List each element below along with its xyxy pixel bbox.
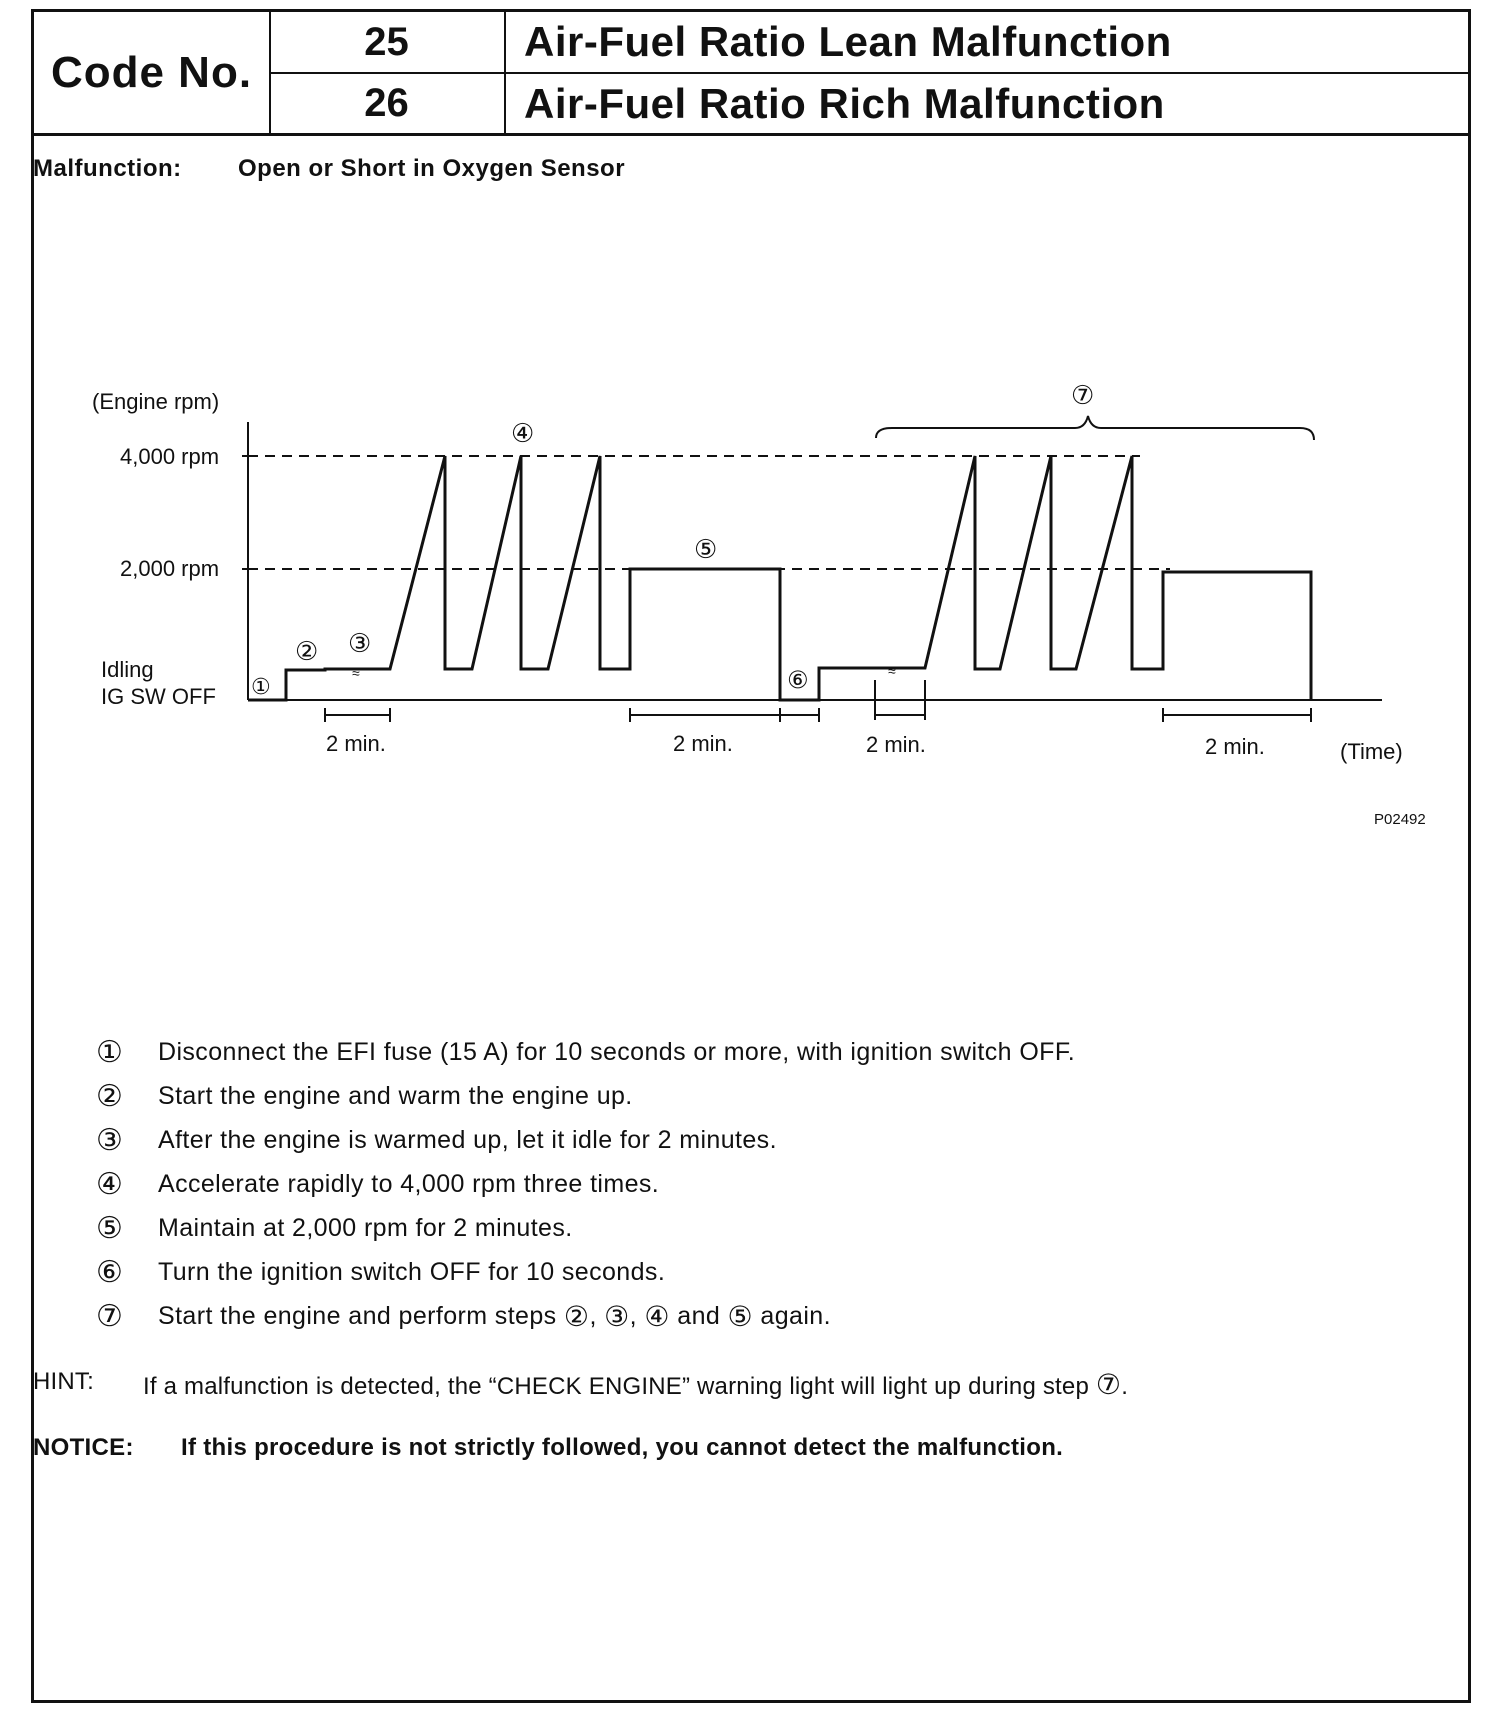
figure-id: P02492 — [1374, 811, 1426, 828]
notice-label: NOTICE: — [33, 1434, 134, 1461]
step-text: , — [629, 1301, 638, 1330]
step-text: , — [589, 1301, 597, 1330]
step-item — [96, 1294, 1075, 1338]
step-marker: ④ — [511, 418, 535, 448]
step-ref: ④ — [644, 1300, 670, 1332]
step-number: ③ — [96, 1123, 124, 1157]
duration-label: 2 min. — [866, 732, 926, 757]
level-label: Idling — [101, 657, 154, 682]
step-number: ② — [96, 1079, 124, 1113]
step-ref: ⑦ — [1095, 1369, 1122, 1400]
level-label: IG SW OFF — [101, 684, 216, 709]
code-title: Air-Fuel Ratio Lean Malfunction — [524, 18, 1172, 65]
step-marker: ① — [251, 674, 271, 699]
step-text: Accelerate rapidly to 4,000 rpm three times. — [158, 1169, 660, 1198]
code-label: Code No. — [34, 12, 271, 133]
step-ref: ⑤ — [727, 1300, 754, 1332]
step-marker: ⑥ — [787, 667, 809, 694]
step-number: ⑥ — [96, 1255, 124, 1289]
malfunction-label: Malfunction: — [33, 155, 182, 182]
notice-text: If this procedure is not strictly followed, you cannot detect the malfunction. — [181, 1434, 1064, 1461]
code-number: 25 — [269, 12, 506, 72]
step-marker: ② — [295, 636, 319, 666]
hint-label: HINT: — [33, 1368, 94, 1395]
step-marker: ③ — [348, 628, 372, 658]
step-list — [96, 1030, 1075, 1338]
step-number: ⑤ — [96, 1211, 124, 1245]
rpm-trace — [248, 456, 1311, 700]
step-number: ① — [96, 1035, 124, 1069]
level-label: 4,000 rpm — [120, 444, 220, 469]
step-text: Start the engine and warm the engine up. — [158, 1081, 633, 1110]
x-axis-label: (Time) — [1340, 739, 1403, 764]
break-mark: ≈ — [352, 665, 360, 681]
break-mark: ≈ — [888, 663, 896, 679]
hint-text: If a malfunction is detected, the “CHECK ENGINE” warning light will light up during step — [143, 1373, 1090, 1400]
step-item — [96, 1162, 1075, 1206]
step-marker: ⑤ — [694, 534, 718, 564]
step-item — [96, 1206, 1075, 1250]
step-text: Turn the ignition switch OFF for 10 seconds. — [158, 1257, 666, 1286]
step-text: Disconnect the EFI fuse (15 A) for 10 seconds or more, with ignition switch OFF. — [158, 1037, 1076, 1066]
hint-end: . — [1121, 1373, 1129, 1400]
step-item — [96, 1250, 1075, 1294]
step-text: Maintain at 2,000 rpm for 2 minutes. — [158, 1213, 573, 1242]
duration-label: 2 min. — [326, 731, 386, 756]
code-number: 26 — [269, 74, 506, 133]
step-marker: ⑦ — [1071, 380, 1095, 410]
step-text: After the engine is warmed up, let it idle for 2 minutes. — [158, 1125, 777, 1154]
step7-brace — [876, 416, 1314, 440]
code-title: Air-Fuel Ratio Rich Malfunction — [524, 79, 1165, 127]
level-label: 2,000 rpm — [120, 556, 220, 581]
hint-line — [33, 1368, 1128, 1401]
step-item — [96, 1118, 1075, 1162]
step-number: ④ — [96, 1167, 124, 1201]
step-number: ⑦ — [96, 1299, 124, 1333]
step-text: and — [677, 1301, 721, 1330]
duration-label: 2 min. — [1205, 734, 1265, 759]
step-ref: ② — [563, 1300, 590, 1332]
notice-line — [33, 1434, 1063, 1462]
malfunction-text: Open or Short in Oxygen Sensor — [238, 155, 626, 182]
y-axis-label: (Engine rpm) — [92, 389, 220, 414]
step-item — [96, 1074, 1075, 1118]
step-text: again. — [760, 1301, 831, 1330]
duration-label: 2 min. — [673, 731, 733, 756]
step-text: Start the engine and perform steps — [158, 1301, 557, 1330]
step-item — [96, 1030, 1075, 1074]
step-ref: ③ — [604, 1300, 630, 1332]
